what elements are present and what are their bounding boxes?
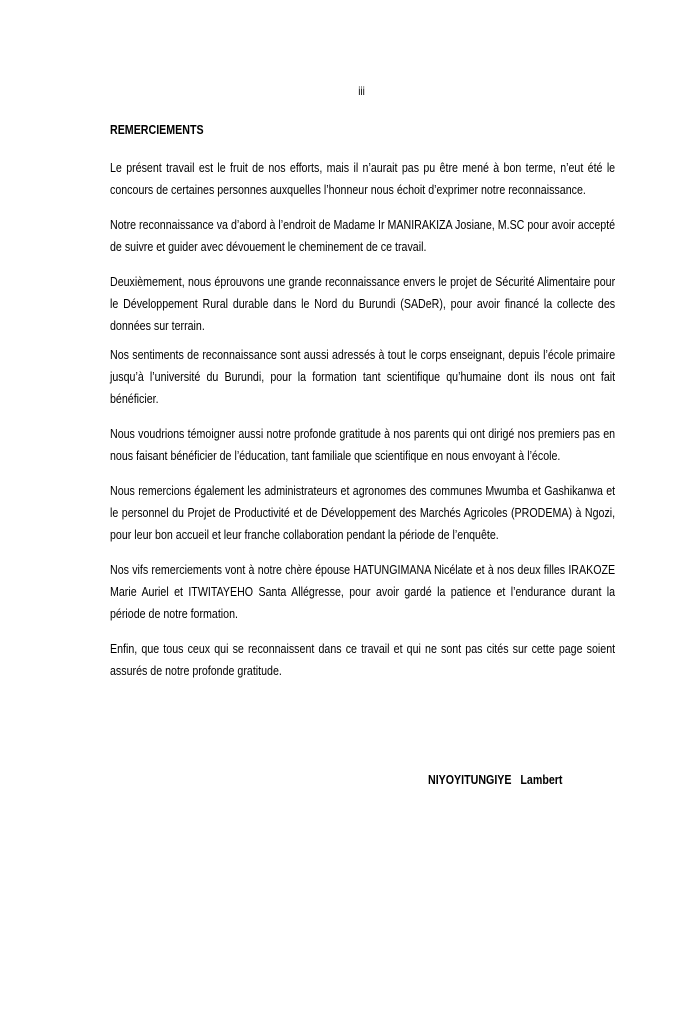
paragraph-funding: Deuxièmement, nous éprouvons une grande reconnaissance envers le projet de Sécurité Alimentaire pour le Développement Rural durable dans le Nord du Burundi (SADeR), pour avoir financé la collecte des données sur terrain.	[110, 274, 616, 333]
paragraph-family: Nos vifs remerciements vont à notre chère épouse HATUNGIMANA Nicélate et à nos deux filles IRAKOZE Marie Auriel et ITWITAYEHO Santa Allégresse, pour avoir gardé la patience et l’endurance durant la période de notre formation.	[110, 562, 616, 621]
acknowledgements-section	[110, 120, 615, 695]
author-signature: NIYOYITUNGIYE Lambert	[428, 772, 563, 787]
page-title: REMERCIEMENTS	[110, 122, 204, 137]
paragraph-teachers: Nos sentiments de reconnaissance sont aussi adressés à tout le corps enseignant, depuis l’école primaire jusqu’à l’université du Burundi, pour la formation tant scientifique qu’humaine dont ils nous ont fait bénéficier.	[110, 347, 616, 406]
page-number	[63, 84, 637, 98]
paragraph-supervisor: Notre reconnaissance va d’abord à l’endroit de Madame Ir MANIRAKIZA Josiane, M.SC pour avoir accepté de suivre et guider avec dévouement le cheminement de ce travail.	[110, 217, 616, 254]
paragraph-closing: Enfin, que tous ceux qui se reconnaissent dans ce travail et qui ne sont pas cités sur cette page soient assurés de notre profonde gratitude.	[110, 641, 616, 678]
paragraph-parents: Nous voudrions témoigner aussi notre profonde gratitude à nos parents qui ont dirigé nos premiers pas en nous faisant bénéficier de l’éducation, tant familiale que scientifique en nous envoyant à l’école.	[110, 426, 616, 463]
page-number-text: iii	[358, 84, 365, 98]
paragraph-intro: Le présent travail est le fruit de nos efforts, mais il n’aurait pas pu être mené à bon terme, n’eut été le concours de certaines personnes auxquelles l’honneur nous échoit d’exprimer notre reconnaissance.	[110, 160, 616, 197]
paragraph-administrators: Nous remercions également les administrateurs et agronomes des communes Mwumba et Gashikanwa et le personnel du Projet de Productivité et de Développement des Marchés Agricoles (PRODEMA) à Ngozi, pour leur bon accueil et leur franche collaboration pendant la période de l’enquête.	[110, 483, 616, 542]
